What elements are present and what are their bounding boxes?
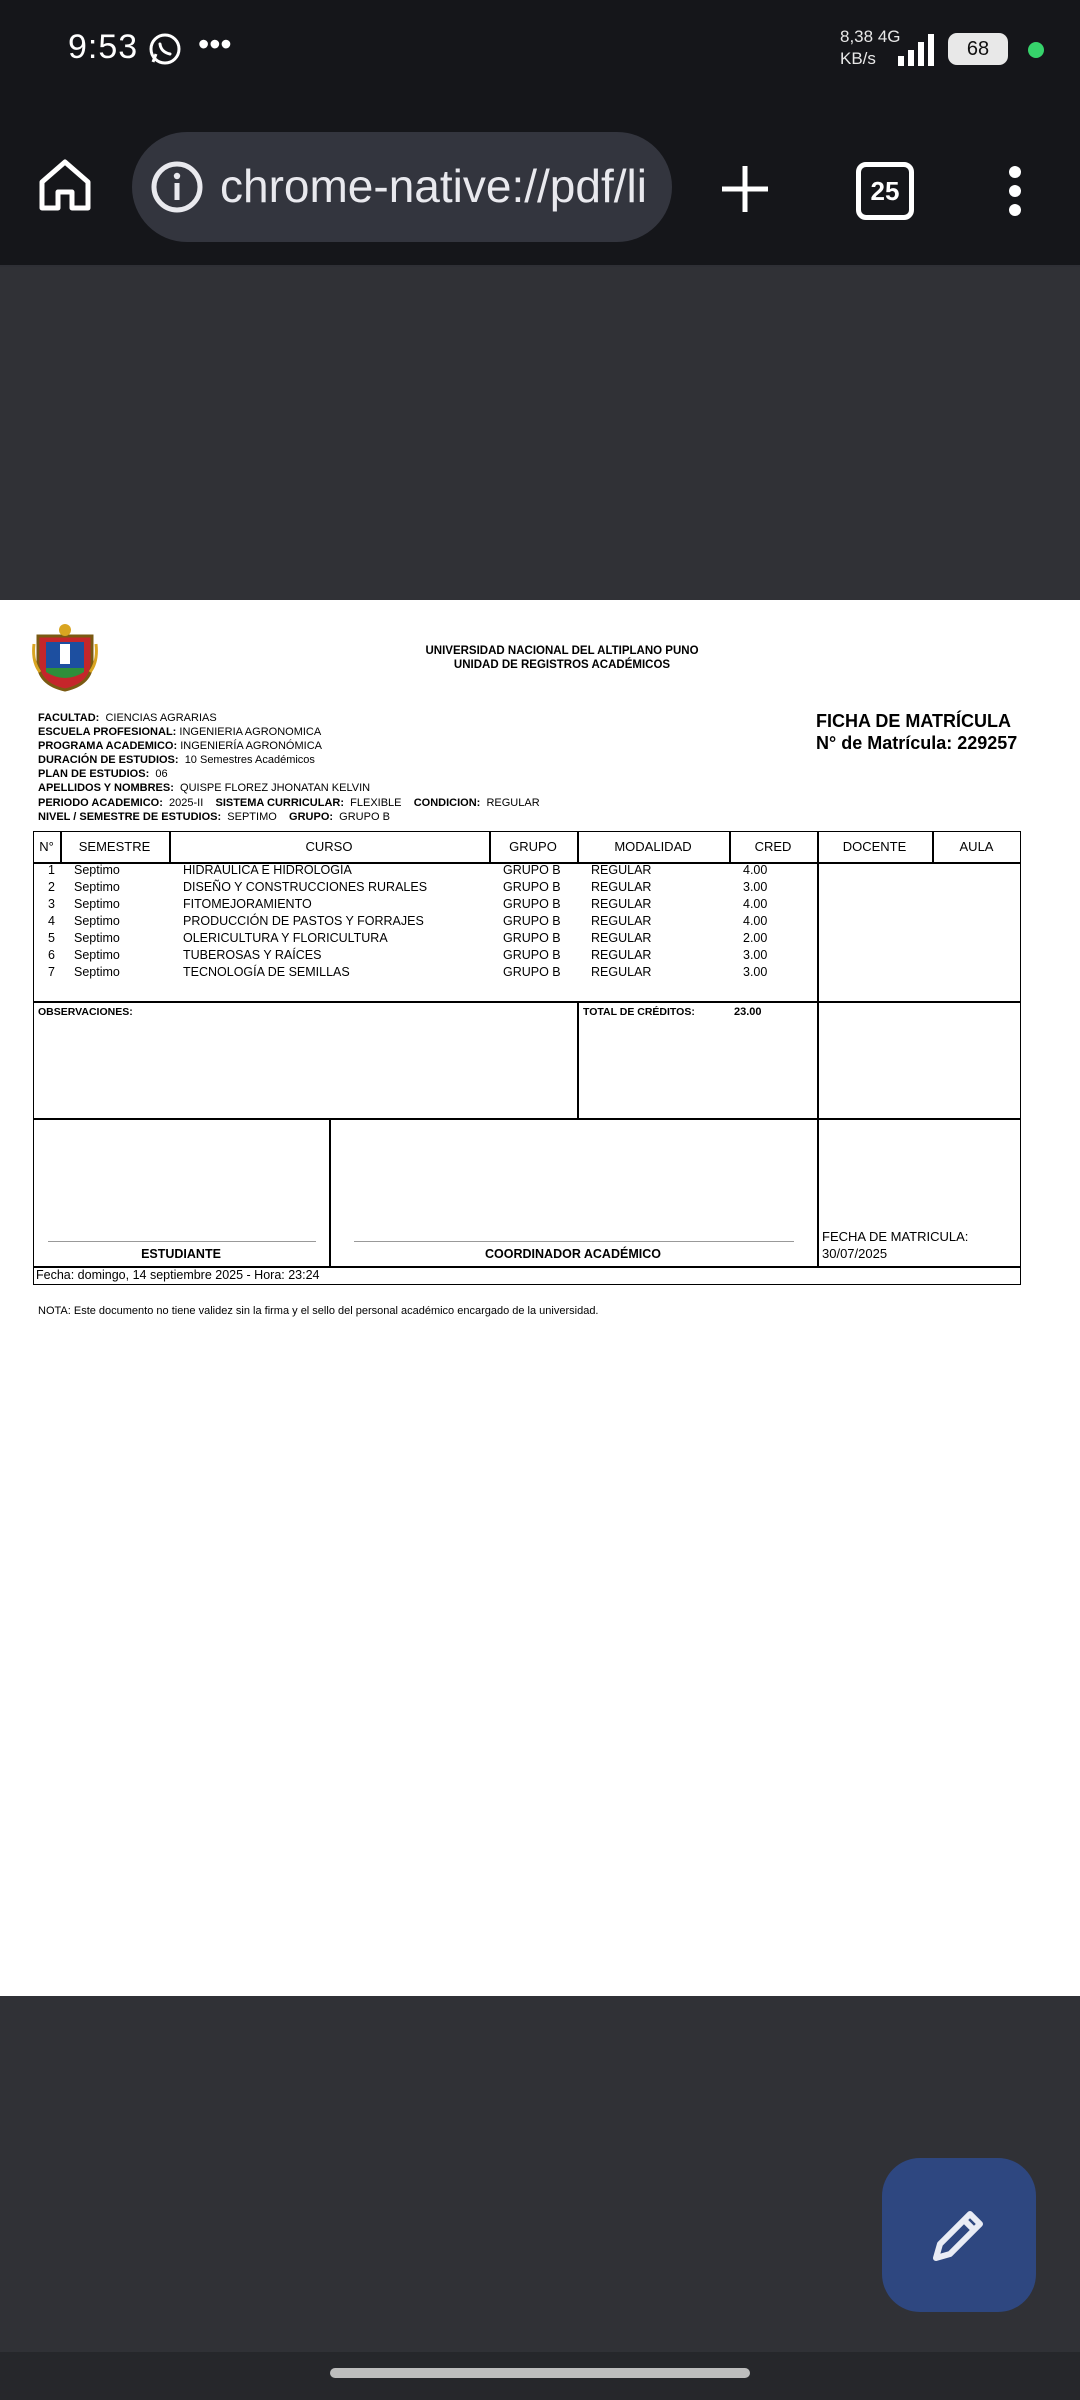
header-docente: DOCENTE	[842, 839, 907, 854]
total-creditos-value: 23.00	[734, 1006, 762, 1018]
signature-line	[354, 1241, 794, 1242]
table-row	[34, 913, 794, 930]
privacy-indicator-icon	[1028, 42, 1044, 58]
cell-n: 5	[48, 931, 55, 945]
university-crest-icon	[32, 622, 98, 692]
signal-icon	[896, 34, 936, 66]
student-info	[38, 711, 540, 824]
address-bar[interactable]	[132, 132, 672, 242]
label: PROGRAMA ACADEMICO:	[38, 740, 178, 753]
document-title-block	[816, 710, 1017, 754]
cell-cred: 2.00	[743, 931, 768, 945]
network-type: 4G	[877, 27, 901, 46]
table-row	[34, 879, 794, 896]
pencil-icon	[924, 2200, 994, 2270]
table-row	[34, 964, 794, 981]
status-time: 9:53	[68, 28, 139, 66]
header-semestre: SEMESTRE	[78, 839, 151, 854]
header-grupo: GRUPO	[509, 839, 557, 854]
fecha-matricula-value: 30/07/2025	[822, 1246, 888, 1261]
info-icon[interactable]	[150, 160, 204, 214]
cell-semestre: Septimo	[74, 948, 120, 962]
table-row	[34, 947, 794, 964]
escuela-value: INGENIERIA AGRONOMICA	[179, 726, 322, 739]
header-n: N°	[39, 839, 54, 854]
notification-more-icon: •••	[198, 26, 232, 62]
cell-curso: FITOMEJORAMIENTO	[183, 897, 312, 911]
legal-note: NOTA: Este documento no tiene validez sin la firma y el sello del personal académico encargado de la universidad.	[38, 1305, 599, 1317]
label: PLAN DE ESTUDIOS:	[38, 768, 150, 781]
cell-grupo: GRUPO B	[503, 965, 561, 979]
generation-date: Fecha: domingo, 14 septiembre 2025 - Hora: 23:24	[36, 1268, 320, 1282]
network-speed-value: 8,38	[840, 27, 874, 46]
divider	[329, 1118, 331, 1266]
tab-switcher-button[interactable]: 25	[856, 162, 914, 220]
cell-curso: PRODUCCIÓN DE PASTOS Y FORRAJES	[183, 914, 424, 928]
table-row	[34, 862, 794, 879]
cell-curso: TECNOLOGÍA DE SEMILLAS	[183, 965, 350, 979]
cell-curso: OLERICULTURA Y FLORICULTURA	[183, 931, 388, 945]
cell-cred: 4.00	[743, 914, 768, 928]
whatsapp-icon	[148, 32, 182, 66]
facultad-value: CIENCIAS AGRARIAS	[105, 712, 217, 724]
plan-value: 06	[155, 768, 168, 781]
cell-modalidad: REGULAR	[591, 880, 652, 894]
label: APELLIDOS Y NOMBRES:	[38, 782, 174, 795]
new-tab-icon[interactable]	[716, 160, 774, 218]
cell-n: 2	[48, 880, 55, 894]
signature-line	[48, 1241, 316, 1242]
programa-value: INGENIERÍA AGRONÓMICA	[180, 740, 322, 753]
cell-n: 7	[48, 965, 55, 979]
cell-modalidad: REGULAR	[591, 948, 652, 962]
cell-semestre: Septimo	[74, 897, 120, 911]
cell-n: 4	[48, 914, 55, 928]
coordinador-label: COORDINADOR ACADÉMICO	[485, 1247, 661, 1261]
header-curso: CURSO	[305, 839, 353, 854]
label: PERIODO ACADEMICO:	[38, 796, 163, 809]
fecha-matricula	[822, 1228, 968, 1262]
divider	[33, 1001, 1021, 1003]
sistema-value: FLEXIBLE	[350, 796, 402, 809]
label: DURACIÓN DE ESTUDIOS:	[38, 754, 179, 767]
cell-curso: TUBEROSAS Y RAÍCES	[183, 948, 322, 962]
estudiante-label: ESTUDIANTE	[141, 1247, 221, 1261]
pdf-page	[0, 600, 1080, 1996]
nivel-value: SEPTIMO	[227, 810, 277, 823]
table-row	[34, 930, 794, 947]
label: GRUPO:	[289, 810, 334, 823]
header-aula: AULA	[959, 839, 994, 854]
cell-cred: 3.00	[743, 948, 768, 962]
observaciones-label: OBSERVACIONES:	[38, 1006, 133, 1018]
label: FACULTAD:	[38, 712, 100, 724]
label: ESCUELA PROFESIONAL:	[38, 726, 177, 739]
status-bar	[0, 0, 1080, 100]
cell-modalidad: REGULAR	[591, 931, 652, 945]
divider	[33, 1118, 1021, 1120]
header-modalidad: MODALIDAD	[614, 839, 692, 854]
grupo-value: GRUPO B	[339, 810, 390, 823]
cell-curso: DISEÑO Y CONSTRUCCIONES RURALES	[183, 880, 428, 894]
university-name: UNIVERSIDAD NACIONAL DEL ALTIPLANO PUNO	[425, 645, 699, 657]
cell-grupo: GRUPO B	[503, 863, 561, 877]
cell-n: 1	[48, 863, 55, 877]
label: SISTEMA CURRICULAR:	[215, 796, 345, 809]
browser-toolbar	[0, 100, 1080, 267]
fecha-matricula-label: FECHA DE MATRICULA:	[822, 1229, 969, 1244]
student-name: QUISPE FLOREZ JHONATAN KELVIN	[180, 782, 371, 795]
divider	[577, 1001, 579, 1118]
university-header	[300, 644, 824, 672]
cell-semestre: Septimo	[74, 863, 120, 877]
cell-semestre: Septimo	[74, 914, 120, 928]
periodo-value: 2025-II	[169, 796, 204, 809]
cell-cred: 3.00	[743, 880, 768, 894]
label: CONDICION:	[413, 796, 481, 809]
cell-cred: 4.00	[743, 863, 768, 877]
cell-curso: HIDRÁULICA E HIDROLOGÍA	[183, 863, 352, 877]
cell-grupo: GRUPO B	[503, 880, 561, 894]
total-creditos-label: TOTAL DE CRÉDITOS:	[583, 1006, 695, 1018]
cell-grupo: GRUPO B	[503, 931, 561, 945]
url-text[interactable]: chrome-native://pdf/li	[220, 160, 647, 212]
home-icon[interactable]	[36, 156, 94, 214]
condicion-value: REGULAR	[486, 796, 540, 809]
cell-n: 3	[48, 897, 55, 911]
cell-semestre: Septimo	[74, 880, 120, 894]
document-title: FICHA DE MATRÍCULA	[816, 711, 1011, 731]
enrollment-number: N° de Matrícula: 229257	[816, 733, 1018, 753]
network-speed-unit: KB/s	[840, 49, 876, 68]
cell-grupo: GRUPO B	[503, 914, 561, 928]
edit-button[interactable]	[882, 2158, 1036, 2312]
cell-grupo: GRUPO B	[503, 948, 561, 962]
cell-modalidad: REGULAR	[591, 965, 652, 979]
divider	[817, 831, 819, 1266]
cell-modalidad: REGULAR	[591, 863, 652, 877]
cell-grupo: GRUPO B	[503, 897, 561, 911]
cell-cred: 3.00	[743, 965, 768, 979]
unit-name: UNIDAD DE REGISTROS ACADÉMICOS	[453, 659, 671, 671]
table-row	[34, 896, 794, 913]
network-speed	[840, 26, 901, 70]
header-cred: CRED	[754, 839, 792, 854]
gesture-handle[interactable]	[330, 2368, 750, 2378]
label: NIVEL / SEMESTRE DE ESTUDIOS:	[38, 810, 222, 823]
cell-modalidad: REGULAR	[591, 897, 652, 911]
cell-semestre: Septimo	[74, 931, 120, 945]
duracion-value: 10 Semestres Académicos	[184, 754, 315, 767]
cell-modalidad: REGULAR	[591, 914, 652, 928]
cell-semestre: Septimo	[74, 965, 120, 979]
battery-icon: 68	[948, 33, 1008, 65]
more-menu-icon[interactable]	[995, 164, 1035, 218]
cell-n: 6	[48, 948, 55, 962]
cell-cred: 4.00	[743, 897, 768, 911]
